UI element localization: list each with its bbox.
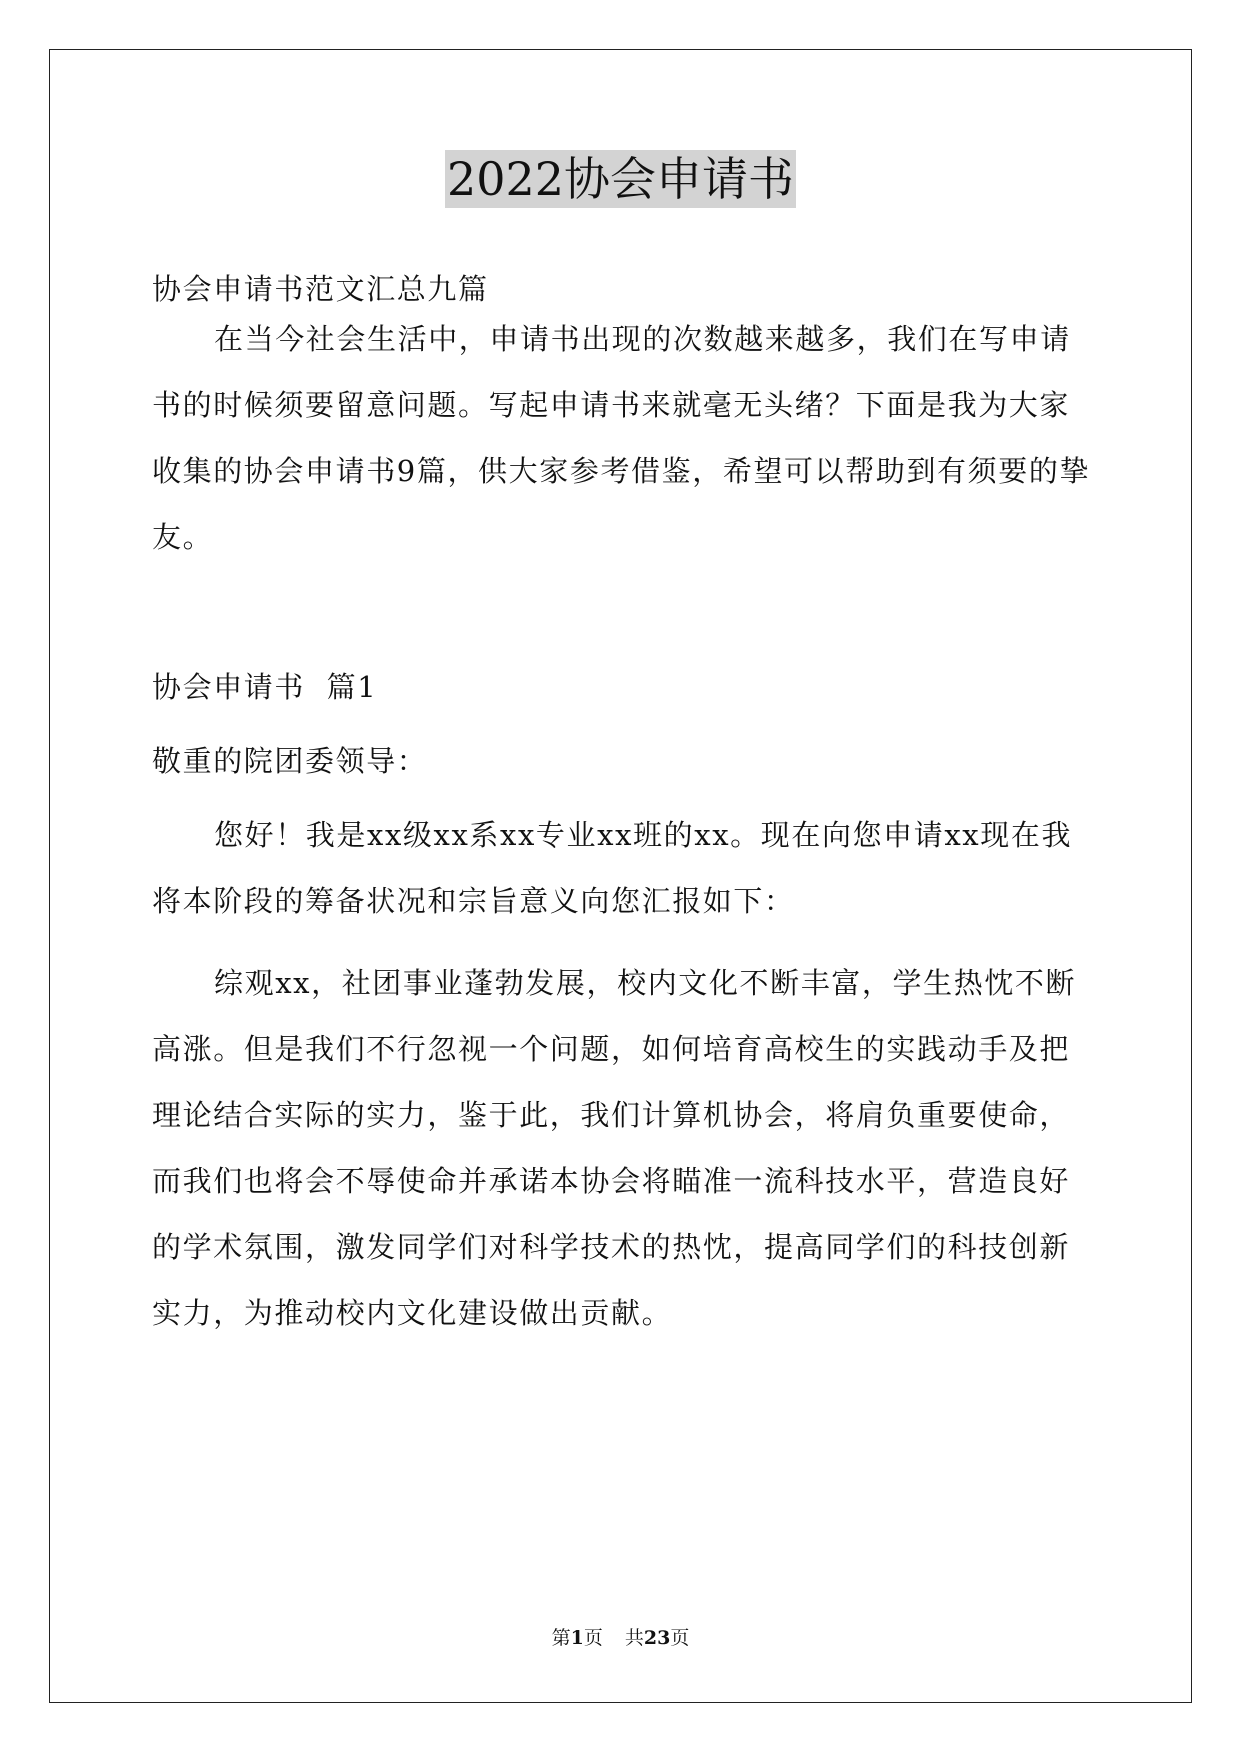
total-prefix: 共	[624, 1627, 644, 1649]
page-prefix: 第	[551, 1627, 571, 1649]
document-title: 2022协会申请书	[446, 152, 795, 206]
section-heading: 协会申请书 篇1	[152, 670, 378, 704]
section-heading-block	[152, 654, 1092, 720]
body-paragraph-1: 您好！我是xx级xx系xx专业xx班的xx。现在向您申请xx现在我将本阶段的筹备状况和宗旨意义向您汇报如下：	[152, 818, 1073, 918]
document-subtitle: 协会申请书范文汇总九篇	[152, 272, 489, 306]
page-number: 1	[570, 1627, 584, 1649]
total-suffix: 页	[670, 1627, 690, 1649]
body-paragraph-2: 综观xx，社团事业蓬勃发展，校内文化不断丰富，学生热忱不断高涨。但是我们不行忽视一个问题，如何培育高校生的实践动手及把理论结合实际的实力，鉴于此，我们计算机协会，将肩负重要使命，而我们也将会不辱使命并承诺本协会将瞄准一流科技水平，营造良好的学术氛围，激发同学们对科学技术的热忱，提高同学们的科技创新实力，为推动校内文化建设做出贡献。	[152, 966, 1077, 1330]
title-container	[0, 150, 1241, 208]
page-suffix: 页	[583, 1627, 603, 1649]
salutation: 敬重的院团委领导：	[152, 744, 428, 778]
paragraph-2-block	[152, 950, 1092, 1346]
total-pages: 23	[643, 1627, 671, 1649]
salutation-block	[152, 728, 1092, 794]
intro-paragraph: 在当今社会生活中，申请书出现的次数越来越多，我们在写申请书的时候须要留意问题。写起申请书来就毫无头绪？下面是我为大家收集的协会申请书9篇，供大家参考借鉴，希望可以帮助到有须要的挚友。	[152, 322, 1091, 554]
page-footer	[0, 1625, 1241, 1651]
intro-block	[152, 306, 1092, 570]
paragraph-1-block	[152, 802, 1092, 934]
